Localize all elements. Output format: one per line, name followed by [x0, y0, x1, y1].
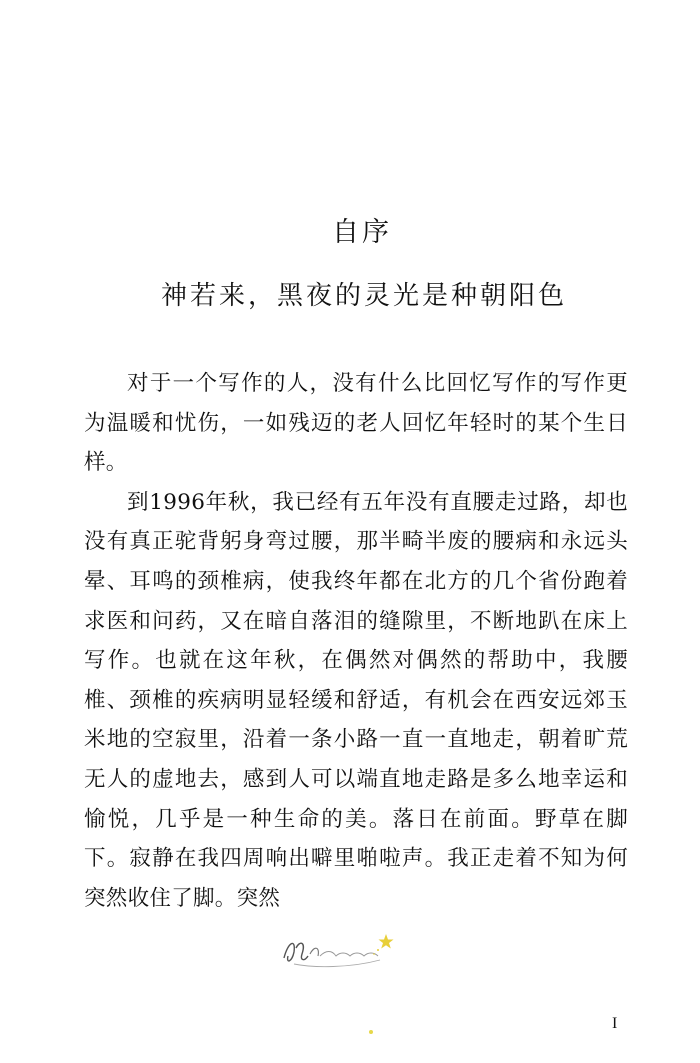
- page-number: I: [612, 1015, 618, 1032]
- page-title: 自序: [332, 217, 392, 248]
- paragraph-1: 对于一个写作的人，没有什么比回忆写作的写作更为温暖和忧伤，一如残迈的老人回忆年轻时的某个生日样。: [84, 371, 628, 476]
- publisher-logo-icon: [280, 928, 400, 972]
- decorative-dot: [369, 1030, 373, 1034]
- body-text: [84, 364, 628, 918]
- page-subtitle: 神若来，黑夜的灵光是种朝阳色: [160, 281, 567, 311]
- star-icon: [379, 934, 394, 949]
- paragraph-2: 到1996年秋，我已经有五年没有直腰走过路，却也没有真正驼背躬身弯过腰，那半畸半废的腰病和永远头晕、耳鸣的颈椎病，使我终年都在北方的几个省份跑着求医和问药，又在暗自落泪的缝隙里，不断地趴在床上写作。也就在这年秋，在偶然对偶然的帮助中，我腰椎、颈椎的疾病明显轻缓和舒适，有机会在西安远郊玉米地的空寂里，沿着一条小路一直一直地走，朝着旷荒无人的虚地去，感到人可以端直地走路是多么地幸运和愉悦，几乎是一种生命的美。落日在前面。野草在脚下。寂静在我四周响出噼里啪啦声。我正走着不知为何突然收住了脚。突然: [84, 489, 628, 911]
